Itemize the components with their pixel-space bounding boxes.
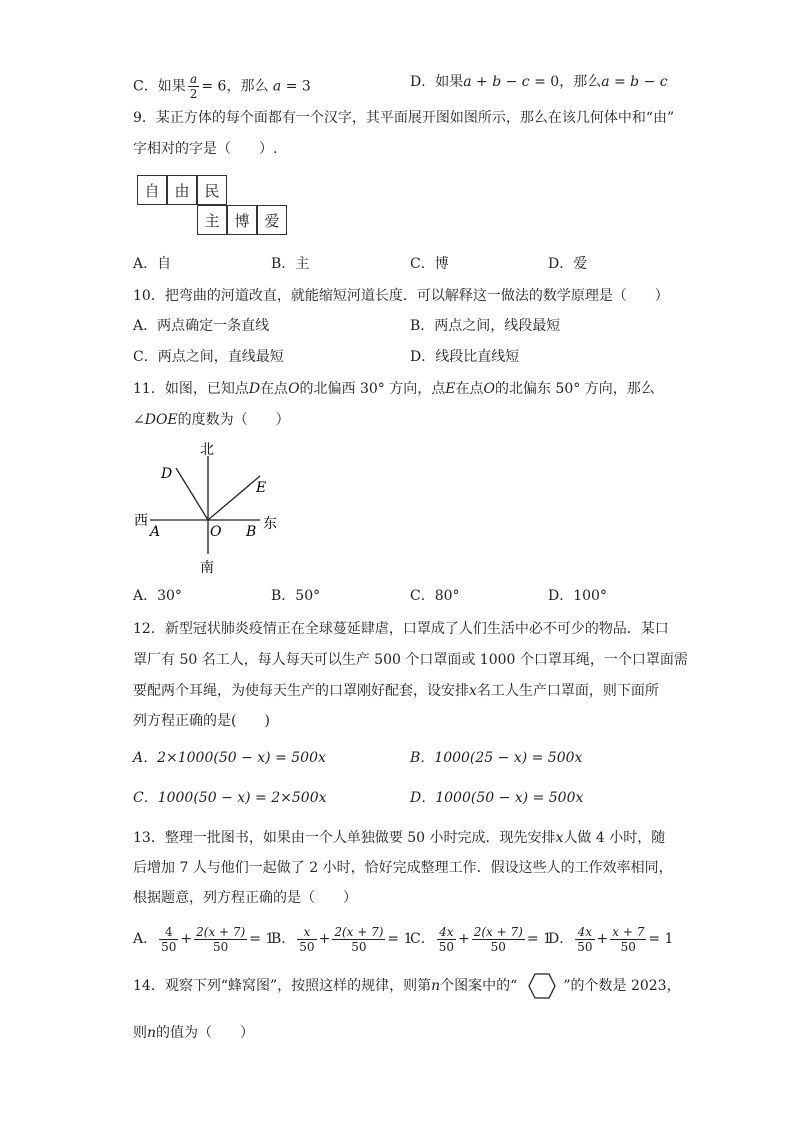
net-cell: 博 xyxy=(227,205,257,235)
frac-den: 50 xyxy=(299,939,315,954)
q11-text: 在点 xyxy=(260,381,289,397)
q13-var-x: x xyxy=(555,830,564,846)
q14-text: 14．观察下列“蜂窝图”，按照这样的规律，则第 xyxy=(133,978,432,994)
frac-num: 4x xyxy=(437,925,456,940)
q8-c-fraction xyxy=(188,72,200,101)
q10-option-a: A．两点确定一条直线 xyxy=(133,318,270,334)
opt-label: D． xyxy=(548,931,574,947)
label-o: O xyxy=(210,524,222,540)
ray-od xyxy=(176,468,208,520)
q8-c-var: a xyxy=(272,78,282,95)
q11-text: 的北偏东 50° 方向，那么 xyxy=(494,381,655,397)
frac-den: 50 xyxy=(577,939,593,954)
q12-var-x: x xyxy=(469,683,477,699)
label-south: 南 xyxy=(200,560,214,576)
net-cell: 自 xyxy=(137,175,167,205)
frac-den: 50 xyxy=(161,939,177,954)
label-north: 北 xyxy=(200,442,214,458)
q13-option-d: D． $\frac{4x}{50}$ + $\frac{x + 7}{50}$ = 1 xyxy=(548,924,674,954)
q9-option-a: A．自 xyxy=(133,256,172,272)
frac-den: 50 xyxy=(490,939,506,954)
q12-line4: 列方程正确的是( ) xyxy=(133,713,270,729)
q13-line3: 根据题意，列方程正确的是（ ） xyxy=(133,890,357,906)
q11-line2 xyxy=(133,410,290,430)
opt-label: B． xyxy=(271,931,296,947)
label-east: 东 xyxy=(263,516,277,532)
q8-c-end: = 3 xyxy=(285,78,311,95)
frac-num: 2(x + 7) xyxy=(473,924,523,939)
q14-var-n: n xyxy=(147,1025,157,1041)
q11-text: 11．如图，已知点 xyxy=(133,381,249,397)
ray-oe xyxy=(208,476,260,520)
q12-line2: 罩厂有 50 名工人，每人每天可以生产 500 个口罩面或 1000 个口罩耳绳，一个口罩面需 xyxy=(133,652,688,668)
q8-d-expr: a + b − c xyxy=(463,74,530,90)
frac-num: 4x xyxy=(575,925,594,940)
q12-option-b: B．1000(25 − x) = 500x xyxy=(410,750,583,766)
q10-option-d: D．线段比直线短 xyxy=(410,349,520,365)
q12-text: 要配两个耳绳，为使每天生产的口罩刚好配套，设安排 xyxy=(133,683,469,699)
rhs: = 1 xyxy=(249,931,275,947)
compass-direction-figure xyxy=(130,436,290,581)
frac-den: 50 xyxy=(351,939,367,954)
q11-option-b: B．50° xyxy=(271,588,321,604)
q14-var-n: n xyxy=(431,978,441,994)
net-cell: 由 xyxy=(167,175,197,205)
q13-text: 人做 4 小时，随 xyxy=(563,830,666,846)
q11-text: 的度数为（ ） xyxy=(177,412,290,428)
q13-option-b: B． $\frac{x}{50}$ + $\frac{2(x + 7)}{50}$ = 1 xyxy=(271,924,413,954)
q9-option-b: B．主 xyxy=(271,256,310,272)
q14-line2 xyxy=(133,1023,254,1043)
q13-option-c: C． $\frac{4x}{50}$ + $\frac{2(x + 7)}{50}$ = 1 xyxy=(410,924,552,954)
q10-option-c: C．两点之间，直线最短 xyxy=(133,349,284,365)
q11-point-o: O xyxy=(288,381,300,397)
q8-d-label: D．如果 xyxy=(410,74,464,90)
q11-text: 的北偏西 30° 方向，点 xyxy=(299,381,446,397)
frac-den: 50 xyxy=(620,939,636,954)
q12-line3 xyxy=(133,681,659,701)
frac-num: 2(x + 7) xyxy=(196,924,246,939)
q11-point-d: D xyxy=(248,381,261,397)
label-d: D xyxy=(161,466,173,482)
q14-text: 个图案中的“ xyxy=(440,978,518,994)
q11-text: 在点 xyxy=(455,381,484,397)
net-cell: 主 xyxy=(197,205,227,235)
q8-d-expr2: a = b − c xyxy=(601,74,668,90)
q11-point-o: O xyxy=(483,381,495,397)
q8-option-d xyxy=(410,72,668,92)
hexagon-icon xyxy=(528,972,556,1000)
label-west: 西 xyxy=(134,513,148,529)
q11-line1 xyxy=(133,379,655,399)
frac-num: 4 xyxy=(159,925,178,940)
q14-text: ”的个数是 2023， xyxy=(563,978,681,994)
q10-option-b: B．两点之间，线段最短 xyxy=(410,318,561,334)
q8-d-mid: = 0，那么 xyxy=(534,74,602,90)
q11-point-e: E xyxy=(445,381,456,397)
q12-text: 名工人生产口罩面，则下面所 xyxy=(476,683,659,699)
frac-num: a xyxy=(188,72,200,87)
q13-line1 xyxy=(133,828,665,848)
q11-angle: ∠DOE xyxy=(133,412,178,428)
cube-net-figure xyxy=(137,175,290,237)
rhs: = 1 xyxy=(648,931,674,947)
q13-option-a: A． $\frac{4}{50}$ + $\frac{2(x + 7)}{50}$ = 1 xyxy=(133,924,275,954)
frac-den: 50 xyxy=(438,939,454,954)
label-a: A xyxy=(150,524,161,540)
q14-text: 则 xyxy=(133,1025,147,1041)
net-cell: 民 xyxy=(197,175,227,205)
label-e: E xyxy=(256,480,267,496)
q9-line2: 字相对的字是（ ）. xyxy=(133,141,278,157)
q12-option-a: A．2×1000(50 − x) = 500x xyxy=(133,750,326,766)
q11-option-c: C．80° xyxy=(410,588,460,604)
rhs: = 1 xyxy=(526,931,552,947)
net-cell: 爱 xyxy=(257,205,287,235)
q13-text: 13．整理一批图书，如果由一个人单独做要 50 小时完成．现先安排 xyxy=(133,830,556,846)
q11-option-d: D．100° xyxy=(548,588,607,604)
q12-line1: 12．新型冠状肺炎疫情正在全球蔓延肆虐，口罩成了人们生活中必不可少的物品．某口 xyxy=(133,621,669,637)
frac-den: 50 xyxy=(213,939,229,954)
frac-num: x xyxy=(297,925,316,940)
frac-num: 2(x + 7) xyxy=(334,924,384,939)
frac-num: x + 7 xyxy=(612,924,645,939)
label-b: B xyxy=(246,524,257,540)
q12-option-c: C．1000(50 − x) = 2×500x xyxy=(133,790,327,806)
q10-stem: 10．把弯曲的河道改直，就能缩短河道长度．可以解释这一做法的数学原理是（ ） xyxy=(133,288,669,304)
opt-label: A． xyxy=(133,931,158,947)
q9-line1: 9．某正方体的每个面都有一个汉字，其平面展开图如图所示，那么在该几何体中和“由” xyxy=(133,110,675,126)
q11-option-a: A．30° xyxy=(133,588,182,604)
q8-option-c xyxy=(133,72,311,101)
frac-den: 2 xyxy=(189,87,198,101)
q9-option-c: C．博 xyxy=(410,256,449,272)
q8-c-mid: = 6，那么 xyxy=(201,78,269,95)
q14-text: 的值为（ ） xyxy=(156,1025,255,1041)
rhs: = 1 xyxy=(387,931,413,947)
q8-c-label: C．如果 xyxy=(133,78,186,95)
q9-option-d: D．爱 xyxy=(548,256,588,272)
q13-line2: 后增加 7 人与他们一起做了 2 小时，恰好完成整理工作．假设这些人的工作效率相同， xyxy=(133,860,673,876)
q14-line1 xyxy=(133,976,681,996)
q12-option-d: D．1000(50 − x) = 500x xyxy=(410,790,584,806)
opt-label: C． xyxy=(410,931,435,947)
